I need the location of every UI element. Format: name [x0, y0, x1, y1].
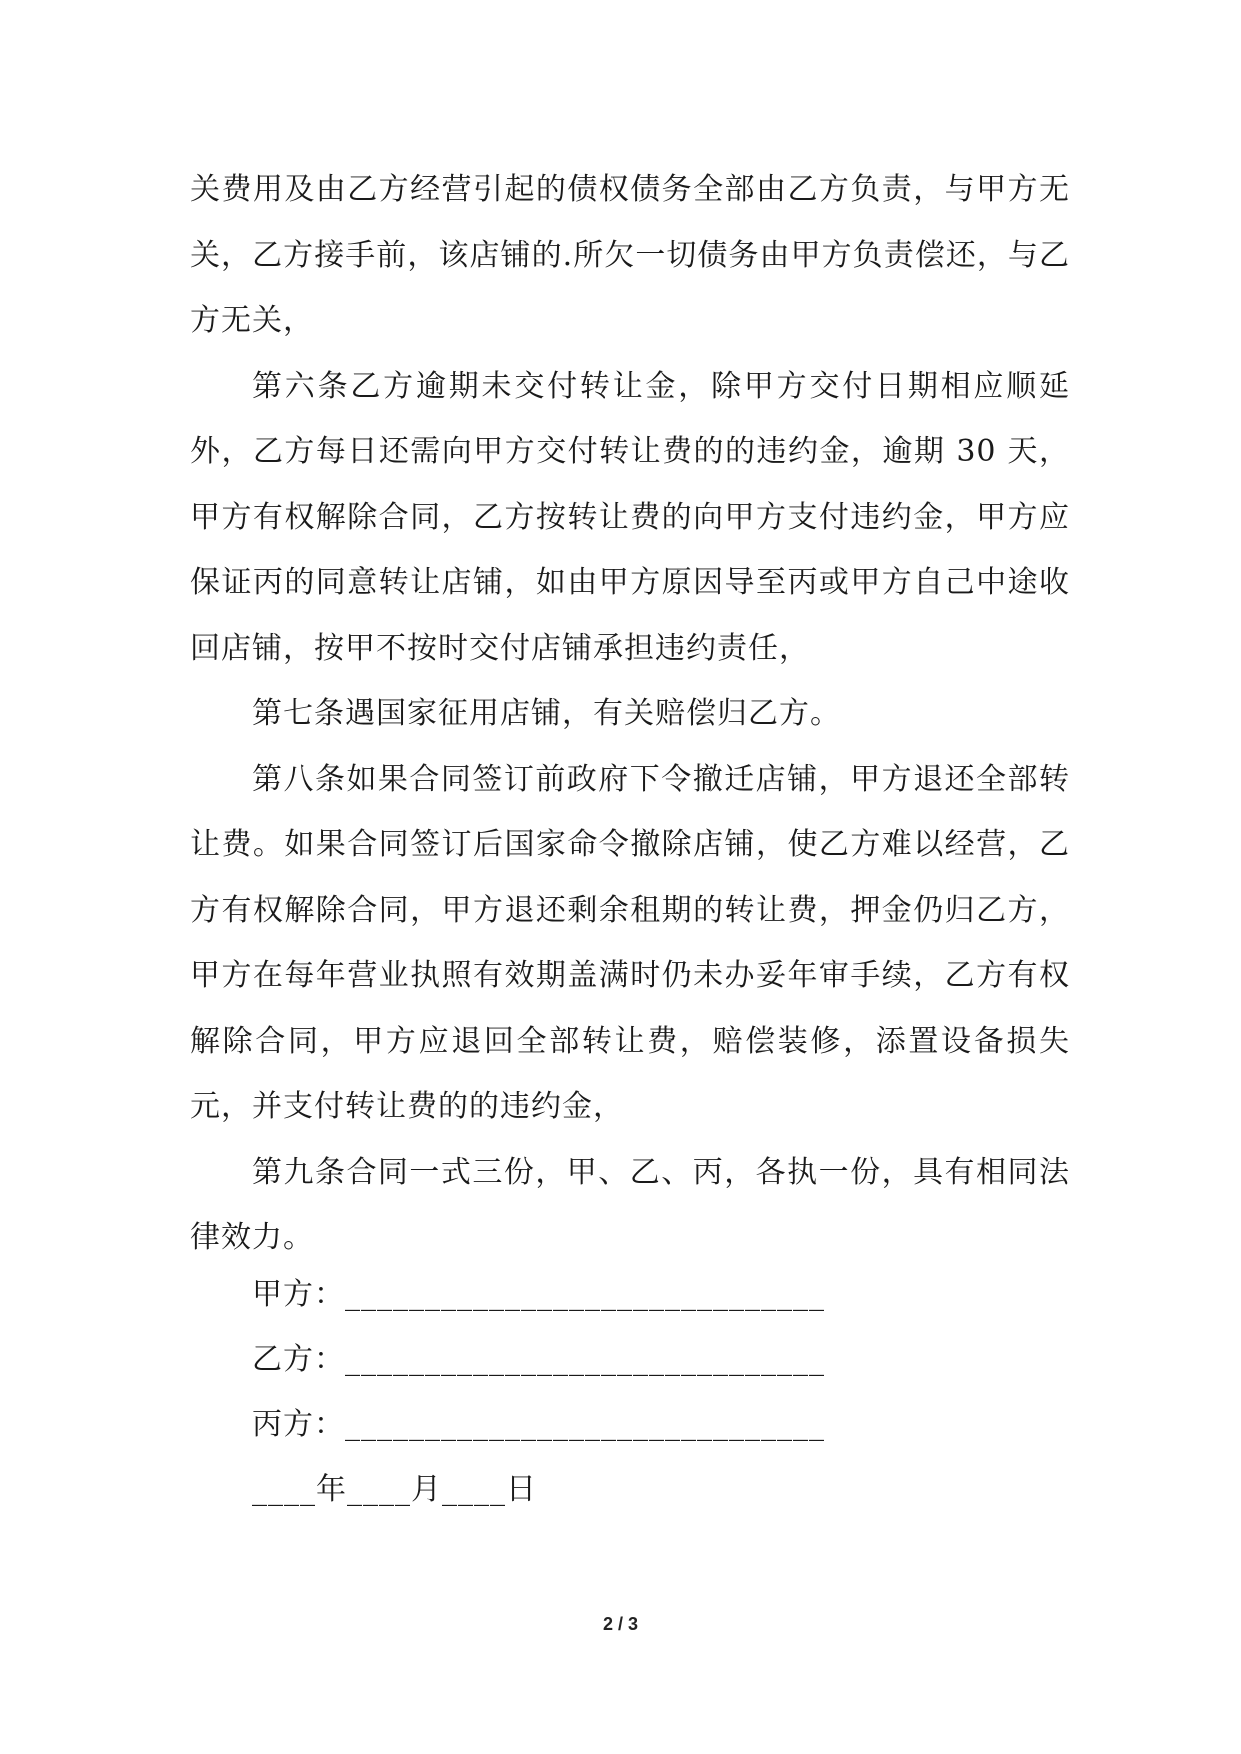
party-a-signature-line: 甲方：______________________________	[252, 1277, 825, 1312]
contract-body	[190, 157, 1070, 1271]
paragraph-article-7: 第七条遇国家征用店铺，有关赔偿归乙方。	[252, 696, 841, 731]
date-line: ____年____月____日	[252, 1472, 537, 1507]
signature-block	[252, 1262, 825, 1522]
party-b-signature-line: 乙方：______________________________	[252, 1342, 825, 1377]
paragraph-article-9: 第九条合同一式三份，甲、乙、丙，各执一份，具有相同法律效力。	[190, 1154, 1070, 1255]
page-number: 2 / 3	[602, 1614, 639, 1634]
paragraph-article-8: 第八条如果合同签订前政府下令撤迁店铺，甲方退还全部转让费。如果合同签订后国家命令撤除店铺，使乙方难以经营，乙方有权解除合同，甲方退还剩余租期的转让费，押金仍归乙方，甲方在每年营业执照有效期盖满时仍未办妥年审手续，乙方有权解除合同，甲方应退回全部转让费，赔偿装修，添置设备损失元，并支付转让费的的违约金，	[190, 761, 1070, 1124]
paragraph-article-6: 第六条乙方逾期未交付转让金，除甲方交付日期相应顺延外，乙方每日还需向甲方交付转让费的的违约金，逾期 30 天，甲方有权解除合同，乙方按转让费的向甲方支付违约金，甲方应保证丙的同意转让店铺，如由甲方原因导至丙或甲方自己中途收回店铺，按甲不按时交付店铺承担违约责任，	[190, 368, 1070, 666]
party-c-signature-line: 丙方：______________________________	[252, 1407, 825, 1442]
paragraph-continuation: 关费用及由乙方经营引起的债权债务全部由乙方负责，与甲方无关，乙方接手前，该店铺的.所欠一切债务由甲方负责偿还，与乙方无关，	[190, 172, 1070, 338]
